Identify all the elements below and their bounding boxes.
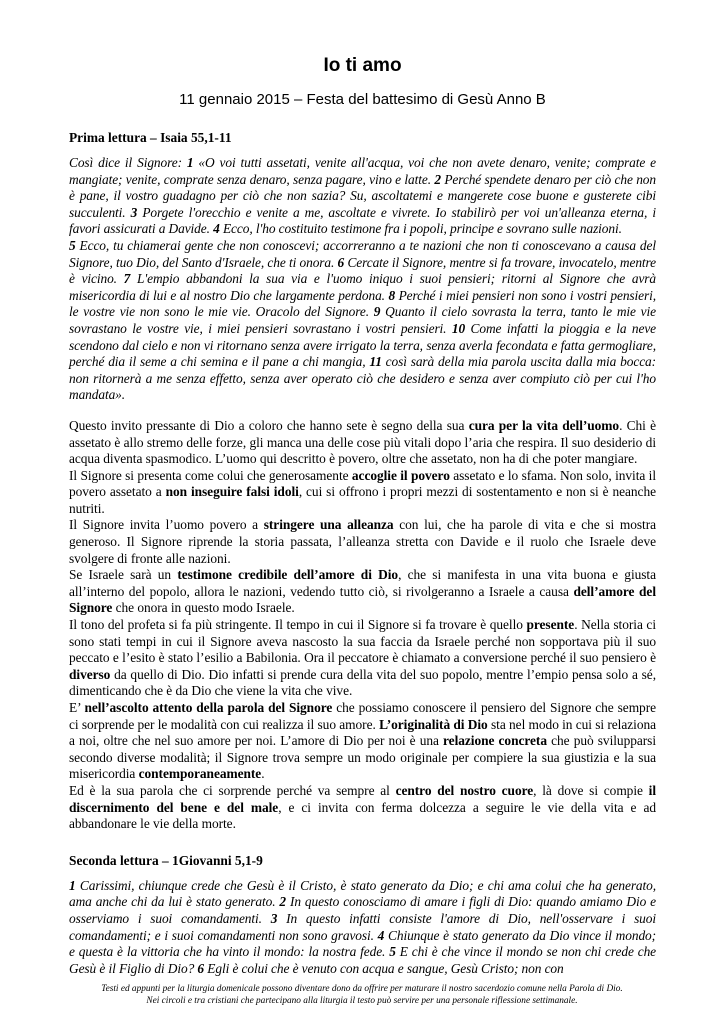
text-run: In questo infatti consiste l'amore di Dio, nell'osservare i suoi comandamenti; e i suoi comandamenti non sono gravosi. xyxy=(69,910,656,943)
bold-run: 2 xyxy=(434,171,441,187)
text-run: Ecco, l'ho costituito testimone fra i popoli, principe e sovrano sulle nazioni. xyxy=(219,221,622,237)
text-run: Il tono del profeta si fa più stringente. Il tempo in cui il Signore si fa trovare è quello xyxy=(69,617,527,633)
bold-run: testimone credibile dell’amore di Dio xyxy=(177,567,399,583)
bold-run: 7 xyxy=(123,271,131,287)
text-run: E’ xyxy=(69,700,85,715)
text-run: Se Israele sarà un xyxy=(69,567,178,583)
bold-run: presente xyxy=(526,617,575,633)
document-page xyxy=(69,50,656,977)
text-run: , che si manifesta in una vita buona e giusta all’interno del popolo, allora le nazioni, vedendo tutto ciò, si rivolgeranno a Israele a causa xyxy=(69,567,656,599)
bold-run: 5 xyxy=(389,944,396,960)
text-run: , cui si offrono i propri mezzi di sostentamento e non si è neanche nutriti. xyxy=(69,484,656,516)
bold-run: non inseguire falsi idoli xyxy=(165,484,299,500)
bold-run: 10 xyxy=(451,320,466,336)
paragraph xyxy=(69,567,656,617)
text-run: Cercate il Signore, mentre si fa trovare, invocatelo, mentre è vicino. xyxy=(69,254,656,287)
page-title: Io ti amo xyxy=(323,55,402,76)
paragraph xyxy=(69,783,656,833)
page-footer xyxy=(60,983,664,1007)
page-subtitle: 11 gennaio 2015 – Festa del battesimo di Gesù Anno B xyxy=(179,91,546,108)
text-run: Il Signore invita l’uomo povero a xyxy=(69,517,264,533)
text-run: E chi è che vince il mondo se non chi crede che Gesù è il Figlio di Dio? xyxy=(69,944,657,976)
paragraph xyxy=(69,700,656,783)
text-run: «O voi tutti assetati, venite all'acqua, voi che non avete denaro, venite; comprate e mangiate; venite, comprate senza denaro, senza pagare, vino e latte. xyxy=(69,155,656,187)
text-run: Quanto il cielo sovrasta la terra, tanto le mie vie sovrastano le vostre vie, i miei pensieri sovrastano i vostri pensieri. xyxy=(69,304,656,336)
paragraph xyxy=(69,155,656,238)
bold-run: stringere una alleanza xyxy=(263,517,394,533)
bold-run: 6 xyxy=(197,960,205,976)
paragraph xyxy=(69,468,656,518)
text-run: . Chi è assetato è allo stremo delle forze, gli manca una delle cose più vitali dopo l’aria che respira. Il suo desiderio di acqua diventa spasmodico. L’uomo qui descritto è povero, oltre che assetato, non ha di che poter mangiare. xyxy=(69,417,656,467)
bold-run: 4 xyxy=(213,221,220,237)
text-run: che possiamo conoscere il pensiero del Signore che sempre ci sorprende per le modalità con cui realizza il suo amore. xyxy=(69,700,657,732)
text-run: . xyxy=(261,766,265,782)
text-run: Perché i miei pensieri non sono i vostri pensieri, le vostre vie non sono le mie vie. Oracolo del Signore. xyxy=(69,287,656,320)
text-run: In questo conosciamo di amare i figli di Dio: quando amiamo Dio e osserviamo i suoi comandamenti. xyxy=(69,894,656,926)
text-run: da quello di Dio. Dio infatti si prende cura della vita del suo popolo, mentre l’empio pensa solo a sé, dimenticando che è da Dio che viene la vita che vive. xyxy=(69,666,656,699)
commentary-text xyxy=(69,418,656,833)
text-run: così sarà della mia parola uscita dalla mia bocca: non ritornerà a me senza effetto, senza aver operato ciò che desidero e senza aver compiuto ciò per cui l'ho mandata». xyxy=(69,354,656,403)
text-run: Carissimi, chiunque crede che Gesù è il Cristo, è stato generato da Dio; e chi ama colui che ha generato, ama anche chi da lui è stato generato. xyxy=(69,877,656,910)
text-run: , là dove si compie xyxy=(533,782,649,798)
bold-run: 9 xyxy=(373,304,381,320)
bold-run: dell’amore del Signore xyxy=(69,583,656,616)
text-run: con lui, che ha parole di vita e che si mostra generoso. Il Signore riprende la storia passata, l’alleanza stretta con Davide e il ruolo che Israele deve svolgere di fronte alle nazioni. xyxy=(69,517,656,566)
text-run: Egli è colui che è venuto con acqua e sangue, Gesù Cristo; non con xyxy=(204,960,564,976)
paragraph xyxy=(69,418,656,468)
second-reading-heading: Seconda lettura – 1Giovanni 5,1-9 xyxy=(69,852,263,868)
bold-run: L’originalità di Dio xyxy=(379,716,488,732)
text-run: Il Signore si presenta come colui che generosamente xyxy=(69,467,352,483)
bold-run: contemporaneamente xyxy=(138,766,262,782)
text-run: assetato e lo sfama. Non solo, invita il povero assetato a xyxy=(69,467,656,500)
bold-run: 1 xyxy=(69,877,76,893)
bold-run: 3 xyxy=(270,910,278,926)
text-run: Come infatti la pioggia e la neve scendono dal cielo e non vi ritornano senza avere irrigato la terra, senza averla fecondata e fatta germogliare, perché dia il seme a chi semina e il pane a chi mangia, xyxy=(69,320,656,370)
first-reading-heading: Prima lettura – Isaia 55,1-11 xyxy=(69,130,232,145)
text-run: Ecco, tu chiamerai gente che non conoscevi; accorreranno a te nazioni che non ti conoscevano a causa del Signore, tuo Dio, del Santo d'Israele, che ti onora. xyxy=(69,237,656,270)
bold-run: diverso xyxy=(69,666,111,682)
bold-run: relazione concreta xyxy=(443,733,547,749)
text-run: che può svilupparsi secondo diverse modalità; il Signore trova sempre un modo originale per compiere la sua giustizia e la sua misericordia xyxy=(69,733,656,782)
paragraph xyxy=(69,617,656,700)
bold-run: nell’ascolto attento della parola del Signore xyxy=(84,700,333,715)
text-run: Questo invito pressante di Dio a coloro che hanno sete è segno della sua xyxy=(69,417,469,433)
bold-run: 2 xyxy=(279,894,287,910)
paragraph xyxy=(69,517,656,567)
text-run: Ed è la sua parola che ci sorprende perché va sempre al xyxy=(69,782,396,798)
bold-run: 8 xyxy=(388,287,396,303)
text-run: Chiunque è stato generato da Dio vince il mondo; e questa è la vittoria che ha vinto il mondo: la nostra fede. xyxy=(69,927,656,960)
bold-run: 11 xyxy=(369,354,382,370)
bold-run: 1 xyxy=(186,155,194,170)
footer-line-2: Nei circoli e tra cristiani che partecipano alla liturgia il testo può servire per una personale riflessione settimanale. xyxy=(146,996,578,1006)
text-run: Così dice il Signore: xyxy=(69,155,187,170)
bold-run: 6 xyxy=(337,254,345,270)
paragraph xyxy=(69,878,656,978)
first-reading-text xyxy=(69,155,656,404)
text-run: . Nella storia ci sono stati tempi in cui il Signore aveva nascosto la sua faccia da Israele perché non sopportava più il suo peccato e l’esito è stato l’esilio a Babilonia. Ora il peccatore è chiamato a conversione perché il suo pensiero è xyxy=(69,617,656,666)
footer-line-1: Testi ed appunti per la liturgia domenicale possono diventare dono da offrire per maturare il nostro sacerdozio comune nella Parola di Dio. xyxy=(101,984,623,994)
text-run: , e ci invita con ferma dolcezza a seguire le vie della vita e ad abbandonare le vie della morte. xyxy=(69,799,656,832)
bold-run: 3 xyxy=(130,204,138,220)
second-reading-text xyxy=(69,878,656,978)
bold-run: il discernimento del bene e del male xyxy=(69,782,657,815)
bold-run: centro del nostro cuore xyxy=(395,782,534,798)
bold-run: cura per la vita dell’uomo xyxy=(468,417,620,433)
text-run: L'empio abbandoni la sua via e l'uomo iniquo i suoi pensieri; ritorni al Signore che avrà misericordia di lui e al nostro Dio che largamente perdona. xyxy=(69,271,656,303)
paragraph xyxy=(69,238,656,404)
text-run: sta nel modo in cui si relaziona a noi, oltre che nel suo amore per noi. L’amore di Dio per noi è una xyxy=(69,716,656,749)
bold-run: accoglie il povero xyxy=(351,467,450,483)
bold-run: 4 xyxy=(377,927,385,943)
text-run: Perché spendete denaro per ciò che non è pane, il vostro guadagno per ciò che non sazia? Su, ascoltatemi e mangerete cose buone e gusterete cibi succulenti. xyxy=(69,171,656,220)
text-run: che onora in questo modo Israele. xyxy=(112,600,295,616)
text-run: Porgete l'orecchio e venite a me, ascoltate e vivrete. Io stabilirò per voi un'alleanza eterna, i favori assicurati a Davide. xyxy=(69,204,656,237)
bold-run: 5 xyxy=(69,237,76,253)
